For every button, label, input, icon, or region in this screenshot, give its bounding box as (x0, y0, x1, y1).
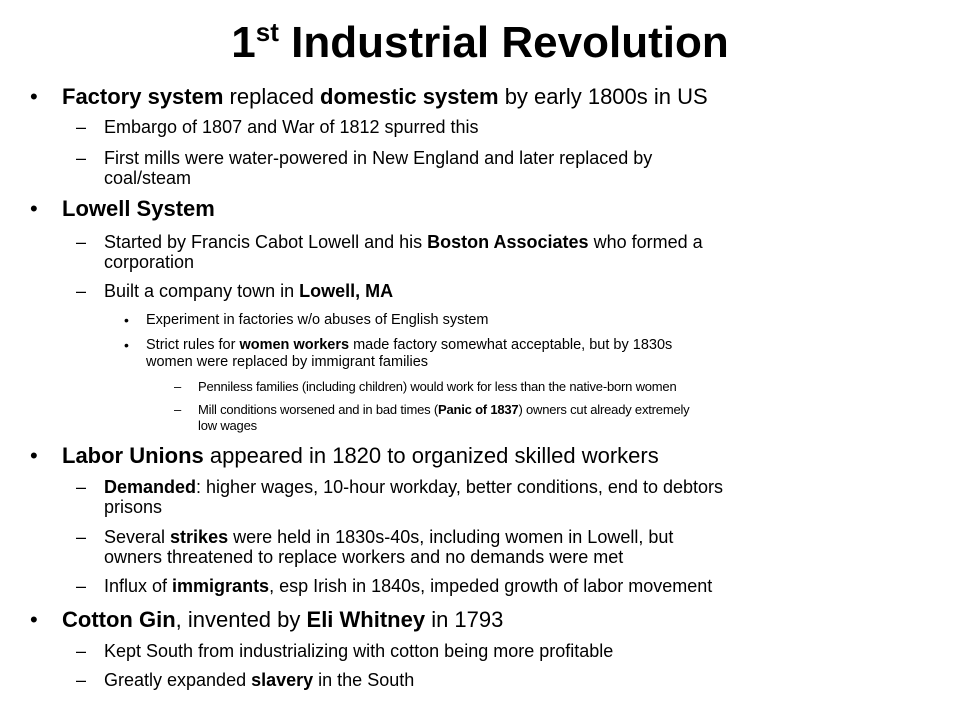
dash-marker: – (76, 576, 87, 596)
sub-bullet-slavery (104, 670, 414, 691)
bullet-marker: • (30, 84, 38, 109)
text-span: : higher wages, 10-hour workday, better conditions, end to debtors (196, 477, 724, 497)
sub-sub-bullet-experiment: Experiment in factories w/o abuses of English system (146, 312, 489, 328)
sub-sub-bullet-strict-rules-line2: women were replaced by immigrant families (146, 354, 429, 370)
text-span: ) owners cut already extremely (518, 402, 690, 417)
bullet-marker: • (30, 607, 38, 632)
sub-bullet-started-line1 (104, 232, 703, 253)
text-span: were held in 1830s-40s, including women in Lowell, but (228, 527, 674, 547)
text-span: , esp Irish in 1840s, impeded growth of labor movement (269, 576, 713, 596)
text-span: Started by Francis Cabot Lowell and his (104, 232, 428, 252)
term-panic-of-1837: Panic of 1837 (437, 402, 519, 417)
sub-bullet-immigrants (104, 576, 712, 597)
bullet-marker: • (124, 337, 129, 353)
term-boston-associates: Boston Associates (427, 232, 589, 252)
term-eli-whitney: Eli Whitney (306, 607, 426, 632)
term-immigrants: immigrants (172, 576, 270, 596)
term-labor-unions: Labor Unions (62, 443, 204, 468)
sub-sub-bullet-strict-rules-line1 (146, 337, 672, 353)
level4-bullet-mill-conditions-line2: low wages (198, 418, 257, 433)
title-superscript: st (255, 17, 279, 47)
level4-bullet-mill-conditions-line1 (198, 402, 689, 417)
term-factory-system: Factory system (62, 84, 224, 109)
dash-marker: – (76, 670, 87, 690)
text-span: Influx of (104, 576, 173, 596)
bullet-factory-system (62, 84, 708, 110)
text-span: made factory somewhat acceptable, but by 1830s (349, 337, 673, 353)
sub-bullet-strikes-line1 (104, 527, 673, 548)
text-span: Built a company town in (104, 281, 300, 301)
bullet-lowell-system (62, 196, 215, 222)
dash-marker: – (76, 527, 87, 547)
term-strikes: strikes (170, 527, 229, 547)
bullet-marker: • (30, 443, 38, 468)
text-span: Greatly expanded (104, 670, 252, 690)
text-span: replaced (223, 84, 321, 109)
text-span: Mill conditions worsened and in bad times ( (198, 402, 438, 417)
term-domestic-system: domestic system (320, 84, 499, 109)
text-span: Strict rules for (146, 337, 240, 353)
term-lowell-ma: Lowell, MA (299, 281, 394, 301)
sub-bullet-demanded-line1 (104, 477, 723, 498)
text-span: in 1793 (425, 607, 504, 632)
bullet-labor-unions (62, 443, 659, 469)
sub-bullet-started-line2: corporation (104, 252, 195, 272)
term-demanded: Demanded (104, 477, 197, 497)
bullet-cotton-gin (62, 607, 503, 633)
dash-marker: – (174, 402, 182, 417)
sub-bullet-strikes-line2: owners threatened to replace workers and no demands were met (104, 547, 624, 567)
text-span: by early 1800s in US (498, 84, 708, 109)
title-number: 1 (231, 18, 256, 67)
dash-marker: – (76, 281, 87, 301)
sub-bullet-demanded-line2: prisons (104, 497, 163, 517)
title-text: Industrial Revolution (278, 18, 729, 67)
text-span: , invented by (175, 607, 307, 632)
dash-marker: – (76, 477, 87, 497)
bullet-marker: • (30, 196, 38, 221)
term-slavery: slavery (251, 670, 314, 690)
dash-marker: – (76, 148, 87, 168)
sub-bullet-mills-line2: coal/steam (104, 168, 192, 188)
sub-bullet-mills-line1: First mills were water-powered in New England and later replaced by (104, 148, 653, 168)
dash-marker: – (76, 641, 87, 661)
term-lowell-system: Lowell System (62, 196, 215, 221)
term-cotton-gin: Cotton Gin (62, 607, 176, 632)
text-span: who formed a (588, 232, 703, 252)
dash-marker: – (76, 117, 87, 137)
sub-bullet-kept-south: Kept South from industrializing with cotton being more profitable (104, 641, 614, 661)
slide-title (0, 14, 960, 72)
text-span: in the South (313, 670, 415, 690)
term-women-workers: women workers (239, 337, 350, 353)
dash-marker: – (76, 232, 87, 252)
sub-bullet-company-town (104, 281, 393, 302)
dash-marker: – (174, 379, 182, 394)
text-span: appeared in 1820 to organized skilled workers (203, 443, 659, 468)
text-span: Several (104, 527, 171, 547)
sub-bullet-embargo: Embargo of 1807 and War of 1812 spurred this (104, 117, 479, 137)
bullet-marker: • (124, 312, 129, 328)
level4-bullet-penniless: Penniless families (including children) would work for less than the native-born women (198, 379, 677, 394)
